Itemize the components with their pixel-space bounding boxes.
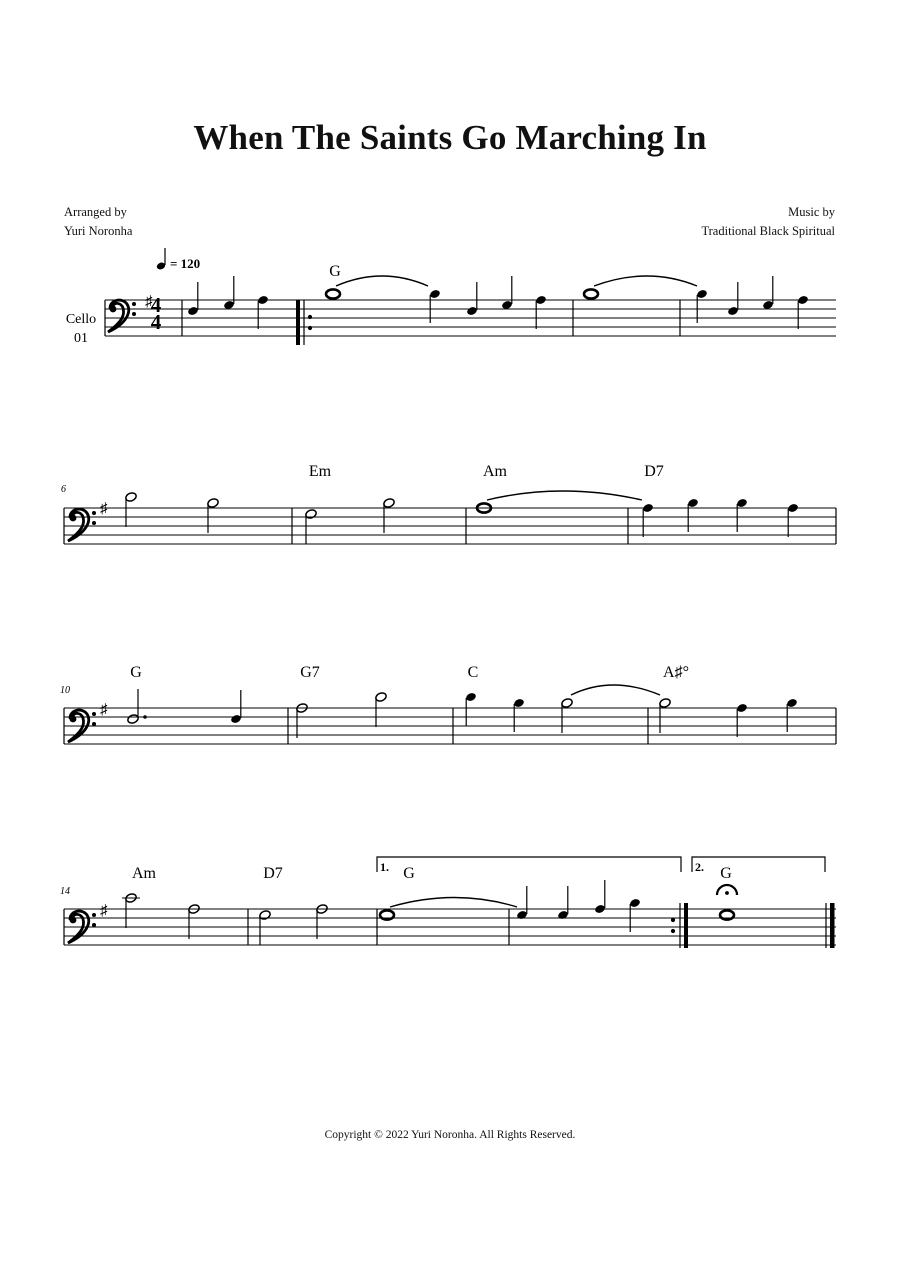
notes-measure-18: [717, 885, 835, 948]
system-4: [60, 857, 835, 948]
arranger-name: Yuri Noronha: [64, 224, 133, 238]
score-title: When The Saints Go Marching In: [193, 118, 707, 157]
notes-measure-6: [125, 491, 220, 533]
repeat-dot: [308, 315, 312, 319]
time-signature-bottom: 4: [150, 310, 162, 334]
tempo-text: = 120: [170, 256, 201, 271]
chord-symbol: Am: [483, 463, 507, 480]
system-3: [60, 664, 798, 742]
chord-symbol: D7: [263, 865, 283, 882]
notes-measure-10: [127, 689, 242, 725]
chord-symbol: D7: [644, 463, 664, 480]
volta-second-ending: [692, 857, 825, 882]
chord-symbol: C: [467, 664, 479, 681]
chord-symbol: G: [720, 865, 732, 882]
notes-measure-11: [296, 691, 388, 738]
time-signature-top: 4: [150, 293, 162, 317]
final-barline: [830, 903, 835, 948]
tempo-marking: [156, 248, 200, 271]
volta-number: 1.: [380, 860, 389, 874]
repeat-end-thick: [684, 903, 688, 948]
system-1: [108, 263, 809, 345]
instrument-number: 01: [74, 331, 88, 346]
composer-name: Traditional Black Spiritual: [701, 224, 835, 238]
notes-measure-5: [696, 276, 809, 329]
key-signature-sharp: ♯: [100, 903, 108, 919]
chord-symbol: G: [329, 263, 341, 280]
measure-number: 6: [61, 484, 66, 495]
measure-number: 14: [60, 886, 70, 897]
chord-symbol: G7: [300, 664, 320, 681]
repeat-dot: [308, 326, 312, 330]
arranger-label: Arranged by: [64, 205, 127, 219]
notes-measure-3: [429, 276, 547, 329]
repeat-dot: [671, 918, 675, 922]
repeat-dot: [671, 929, 675, 933]
key-signature-sharp: ♯: [145, 294, 153, 310]
key-signature-sharp: ♯: [100, 702, 108, 718]
chord-symbol: Em: [308, 463, 332, 480]
chord-symbol: A♯°: [663, 664, 689, 681]
notes-measure-15: [259, 903, 329, 945]
copyright-notice: Copyright © 2022 Yuri Noronha. All Rights Reserved.: [324, 1129, 576, 1141]
system-2: [61, 463, 799, 544]
bass-clef: [68, 509, 96, 541]
measure-number: 10: [60, 685, 70, 696]
instrument-name: Cello: [65, 312, 97, 327]
volta-first-ending: [377, 857, 681, 882]
staves: [64, 300, 836, 945]
notes-measure-2: [326, 276, 428, 299]
chord-symbol: Am: [132, 865, 156, 882]
key-signature-sharp: ♯: [100, 501, 108, 517]
notes-measure-14: [122, 892, 200, 939]
volta-number: 2.: [695, 860, 704, 874]
chord-symbol: G: [130, 664, 142, 681]
composer-label: Music by: [788, 205, 835, 219]
notes-measure-7: [305, 497, 396, 544]
notes-measure-4: [584, 276, 697, 299]
notes-measure-17: [516, 880, 688, 948]
notes-measure-1: [187, 276, 269, 329]
repeat-start-thick: [296, 300, 300, 345]
chord-symbol: G: [403, 865, 415, 882]
notes-measure-8: [477, 491, 642, 513]
